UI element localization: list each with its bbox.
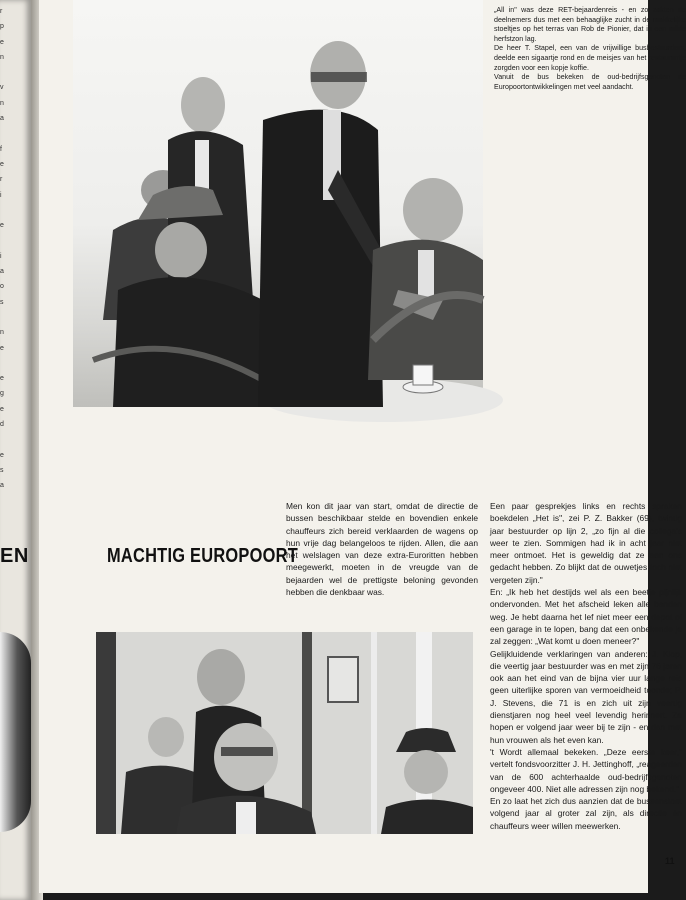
left-headline-fragment: EN	[0, 545, 29, 567]
left-page-letter: n	[0, 99, 4, 107]
left-page-letter: r	[0, 176, 3, 184]
left-page-letter: g	[0, 390, 4, 398]
left-page-letter: n	[0, 53, 4, 61]
page-number: 11	[665, 856, 675, 866]
caption-paragraph-2: De heer T. Stapel, een van de vrijwillige busbestuurders, deelde een sigaartje rond en de meisjes van het restaurantje zorgden voor een kopje koffie.	[494, 44, 686, 72]
left-page-letter: e	[0, 38, 4, 46]
left-page-letter: e	[0, 405, 4, 413]
left-page-letter	[0, 356, 12, 371]
left-page-letter: a	[0, 482, 4, 490]
column-2-paragraph-2: En: „Ik heb het destijds wel als een beetje pijnlijk ondervonden. Met het afscheid leken alle banden weg. Je hebt daarna het lef niet meer een depot of een garage in te lopen, bang dat een onbekende je zal zeggen: „Wat komt u doen meneer?"	[490, 587, 682, 647]
left-page-letter: i	[0, 252, 2, 260]
left-page-letter: o	[0, 283, 4, 291]
left-page-letter: v	[0, 84, 4, 92]
left-photo-fragment	[0, 632, 31, 832]
magazine-page	[39, 0, 686, 893]
left-page-letter: s	[0, 466, 4, 474]
column-1-paragraph-1: Men kon dit jaar van start, omdat de directie de bussen beschikbaar stelde en bovendien enkele chauffeurs zich bereid verklaarden de wagens op hun vrije dag belangeloos te rijden. Allen, die aan het welslagen van deze extra-Euroritten hebben meegewerkt, moeten in de vreugde van de bejaarden wel de prettigste beloning gevonden hebben die denkbaar was.	[286, 501, 478, 598]
article-column-1	[286, 500, 478, 598]
photo-bus-passengers-illustration	[96, 632, 473, 834]
left-page-letter	[0, 432, 12, 447]
left-page-letter	[0, 310, 12, 325]
photo-terrace	[73, 0, 483, 407]
left-page-letter: s	[0, 298, 4, 306]
left-page-fragment	[0, 0, 31, 900]
left-page-letter: e	[0, 222, 4, 230]
photo-terrace-illustration	[73, 0, 483, 407]
left-page-letter: f	[0, 145, 2, 153]
headline: MACHTIG EUROPOORT	[107, 545, 298, 567]
left-page-letter: n	[0, 329, 4, 337]
photo-caption	[494, 6, 686, 92]
left-page-letter	[0, 233, 12, 248]
column-2-paragraph-4: 't Wordt allemaal bekeken. „Deze eerste keer," vertelt fondsvoorzitter J. H. Jettinghoff, „reageerden van de 600 achterhaalde oud-bedrijfsgenoten ongeveer 400. Niet alle adressen zijn nog bekend."	[490, 746, 682, 794]
caption-paragraph-3: Vanuit de bus bekeken de oud-bedrijfsgenoten de Europoortontwikkelingen met veel aandacht.	[494, 73, 686, 91]
left-page-letter	[0, 126, 12, 141]
left-page-text-fragment	[0, 4, 12, 494]
left-page-letter: a	[0, 115, 4, 123]
left-page-letter: i	[0, 191, 2, 199]
column-2-paragraph-5: En zo laat het zich dus aanzien dat de bussenstoet volgend jaar al groter zal zijn, als directie én chauffeurs weer willen meewerken.	[490, 796, 682, 831]
photo-bus-passengers	[96, 632, 473, 834]
left-page-letter: a	[0, 268, 4, 276]
left-page-letter	[0, 203, 12, 218]
column-2-paragraph-3: Gelijkluidende verklaringen van anderen: J. Klop, die veertig jaar bestuurder was en met zijn 76 jaren ook aan het eind van de bijna vier uur lange reis geen uiterlijke sporen van vermoeidheid toonde; P. J. Stevens, die 71 is en zich uit zijn veertig dienstjaren nog heel veel levendig herinnert. Ze hopen er volgend jaar weer bij te zijn - en dan met hun vrouwen als het even kan.	[490, 648, 682, 745]
left-page-letter: p	[0, 23, 4, 31]
left-page-letter: e	[0, 375, 4, 383]
left-page-letter: d	[0, 421, 4, 429]
left-page-letter: e	[0, 451, 4, 459]
left-page-letter: e	[0, 344, 4, 352]
left-page-letter	[0, 65, 12, 80]
left-page-letter: e	[0, 160, 4, 168]
article-column-2	[490, 500, 682, 832]
left-page-letter: r	[0, 8, 3, 15]
column-2-paragraph-1: Een paar gesprekjes links en rechts spraken boekdelen „Het is", zei P. Z. Bakker (69), twintig jaar bestuurder op lijn 2, „zo fijn al die collega's weer te zien. Sommigen had ik in acht jaar niet meer ontmoet. Het is geweldig dat ze aan ons gedacht hebben. Zo blijkt dat de ouwetjes toch niet vergeten zijn."	[490, 501, 682, 585]
caption-paragraph-1: „All in" was deze RET-bejaardenreis - en zo zakten de deelnemers dus met een behaaglijke zucht in de makkelijke stoeltjes op het terras van Rob de Pionier, dat in een milde herfstzon lag.	[494, 6, 686, 43]
